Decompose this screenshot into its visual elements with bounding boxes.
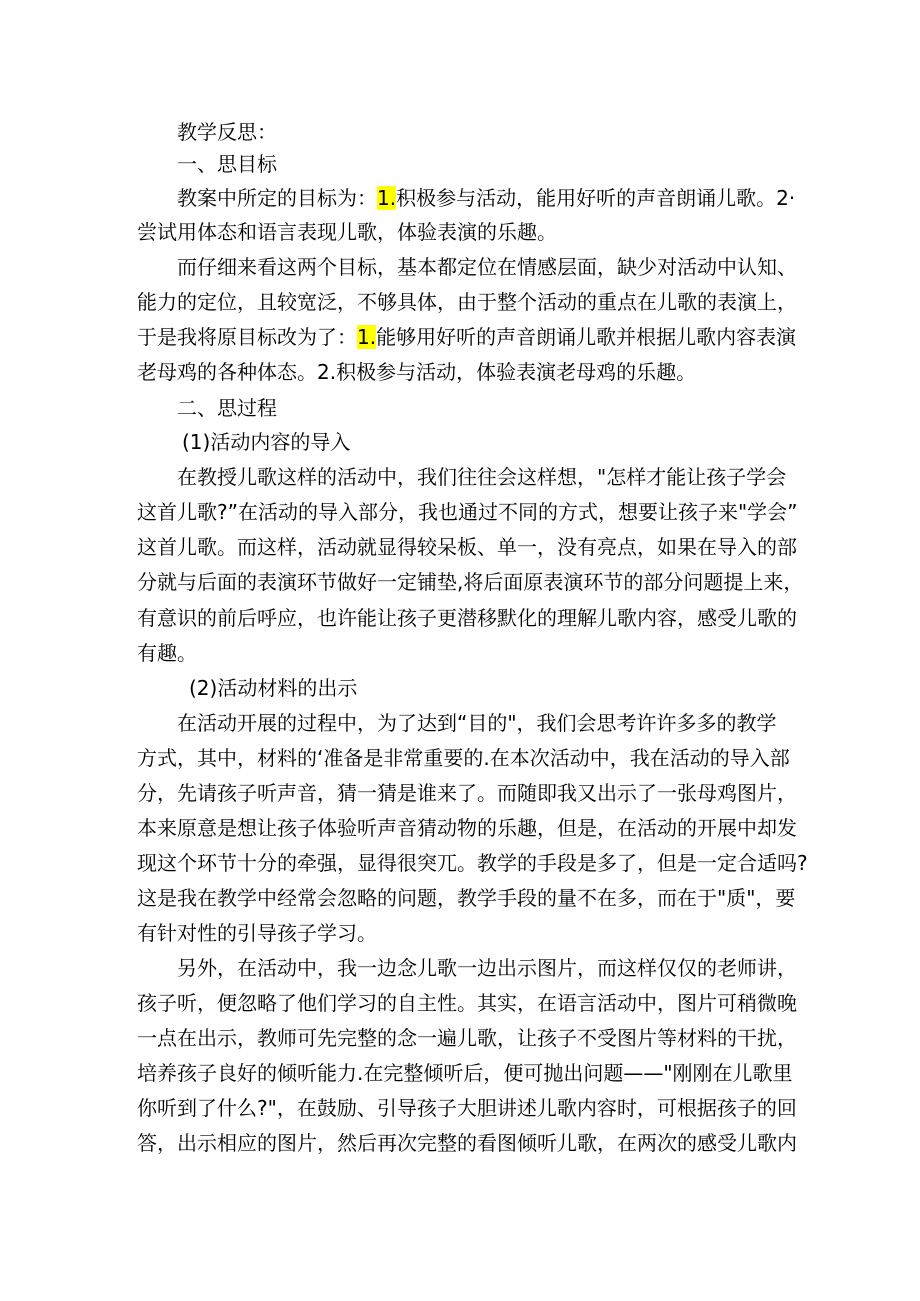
additional-paragraph-line: 一点在出示，教师可先完整的念一遍儿歌，让孩子不受图片等材料的干扰，	[137, 1026, 797, 1050]
additional-paragraph-line: 培养孩子良好的倾听能力.在完整倾听后，便可抛出问题——"刚刚在儿歌里	[137, 1061, 793, 1085]
revision-line-4: 老母鸡的各种体态。2.积极参与活动，体验表演老母鸡的乐趣。	[137, 360, 697, 384]
subheading-content-intro: (1)活动内容的导入	[182, 430, 351, 454]
materials-paragraph-line: 有针对性的引导孩子学习。	[137, 921, 377, 945]
additional-paragraph-line: 孩子听，便忽略了他们学习的自主性。其实，在语言活动中，图片可稍微晚	[137, 991, 797, 1015]
reflection-title: 教学反思：	[177, 120, 277, 144]
highlighted-number: 1.	[357, 325, 377, 349]
section-heading-goals: 一、思目标	[177, 152, 277, 176]
subheading-materials: (2)活动材料的出示	[189, 676, 358, 700]
goals-paragraph-line-2: 尝试用体态和语言表现儿歌，体验表演的乐趣。	[137, 220, 557, 244]
text-run: 能够用好听的声音朗诵儿歌并根据儿歌内容表演	[376, 325, 797, 349]
materials-paragraph-line: 现这个环节十分的牵强，显得很突兀。教学的手段是多了，但是一定合适吗?	[137, 851, 808, 875]
revision-line-2: 能力的定位，且较宽泛，不够具体，由于整个活动的重点在儿歌的表演上，	[137, 290, 797, 314]
intro-paragraph-line: 这首儿歌。而这样，活动就显得较呆板、单一，没有亮点，如果在导入的部	[137, 535, 797, 559]
revision-line-3	[137, 325, 796, 349]
intro-paragraph-line: 在教授儿歌这样的活动中，我们往往会这样想，"怎样才能让孩子学会	[177, 465, 787, 489]
additional-paragraph-line: 另外，在活动中，我一边念儿歌一边出示图片，而这样仅仅的老师讲，	[177, 956, 797, 980]
goals-paragraph-line-1	[137, 186, 795, 210]
section-heading-process: 二、思过程	[177, 396, 277, 420]
highlighted-number: 1.	[377, 186, 397, 210]
revision-line-1: 而仔细来看这两个目标，基本都定位在情感层面，缺少对活动中认知、	[177, 255, 797, 279]
materials-paragraph-line: 在活动开展的过程中，为了达到“目的"，我们会思考许许多多的教学	[177, 711, 777, 735]
materials-paragraph-line: 方式，其中，材料的‘准备是非常重要的.在本次活动中，我在活动的导入部	[137, 746, 790, 770]
text-run: 积极参与活动，能用好听的声音朗诵儿歌。2·	[396, 186, 796, 210]
intro-paragraph-line: 这首儿歌?”在活动的导入部分，我也通过不同的方式，想要让孩子来"学会”	[137, 500, 798, 524]
materials-paragraph-line: 这是我在教学中经常会忽略的问题，教学手段的量不在多，而在于"质"，要	[137, 886, 796, 910]
additional-paragraph-line: 答，出示相应的图片，然后再次完整的看图倾听儿歌，在两次的感受儿歌内	[137, 1131, 797, 1155]
intro-paragraph-line: 有意识的前后呼应，也许能让孩子更潜移默化的理解儿歌内容，感受儿歌的	[137, 606, 797, 630]
text-run: 于是我将原目标改为了：	[137, 325, 357, 349]
intro-paragraph-line: 分就与后面的表演环节做好一定铺垫,将后面原表演环节的部分问题提上来，	[137, 570, 804, 594]
text-run: 教案中所定的目标为：	[177, 186, 377, 210]
intro-paragraph-line: 有趣。	[137, 641, 197, 665]
materials-paragraph-line: 分，先请孩子听声音，猜一猜是谁来了。而随即我又出示了一张母鸡图片，	[137, 781, 797, 805]
additional-paragraph-line: 你听到了什么?"，在鼓励、引导孩子大胆讲述儿歌内容时，可根据孩子的回	[137, 1096, 797, 1120]
materials-paragraph-line: 本来原意是想让孩子体验听声音猜动物的乐趣，但是，在活动的开展中却发	[137, 816, 797, 840]
